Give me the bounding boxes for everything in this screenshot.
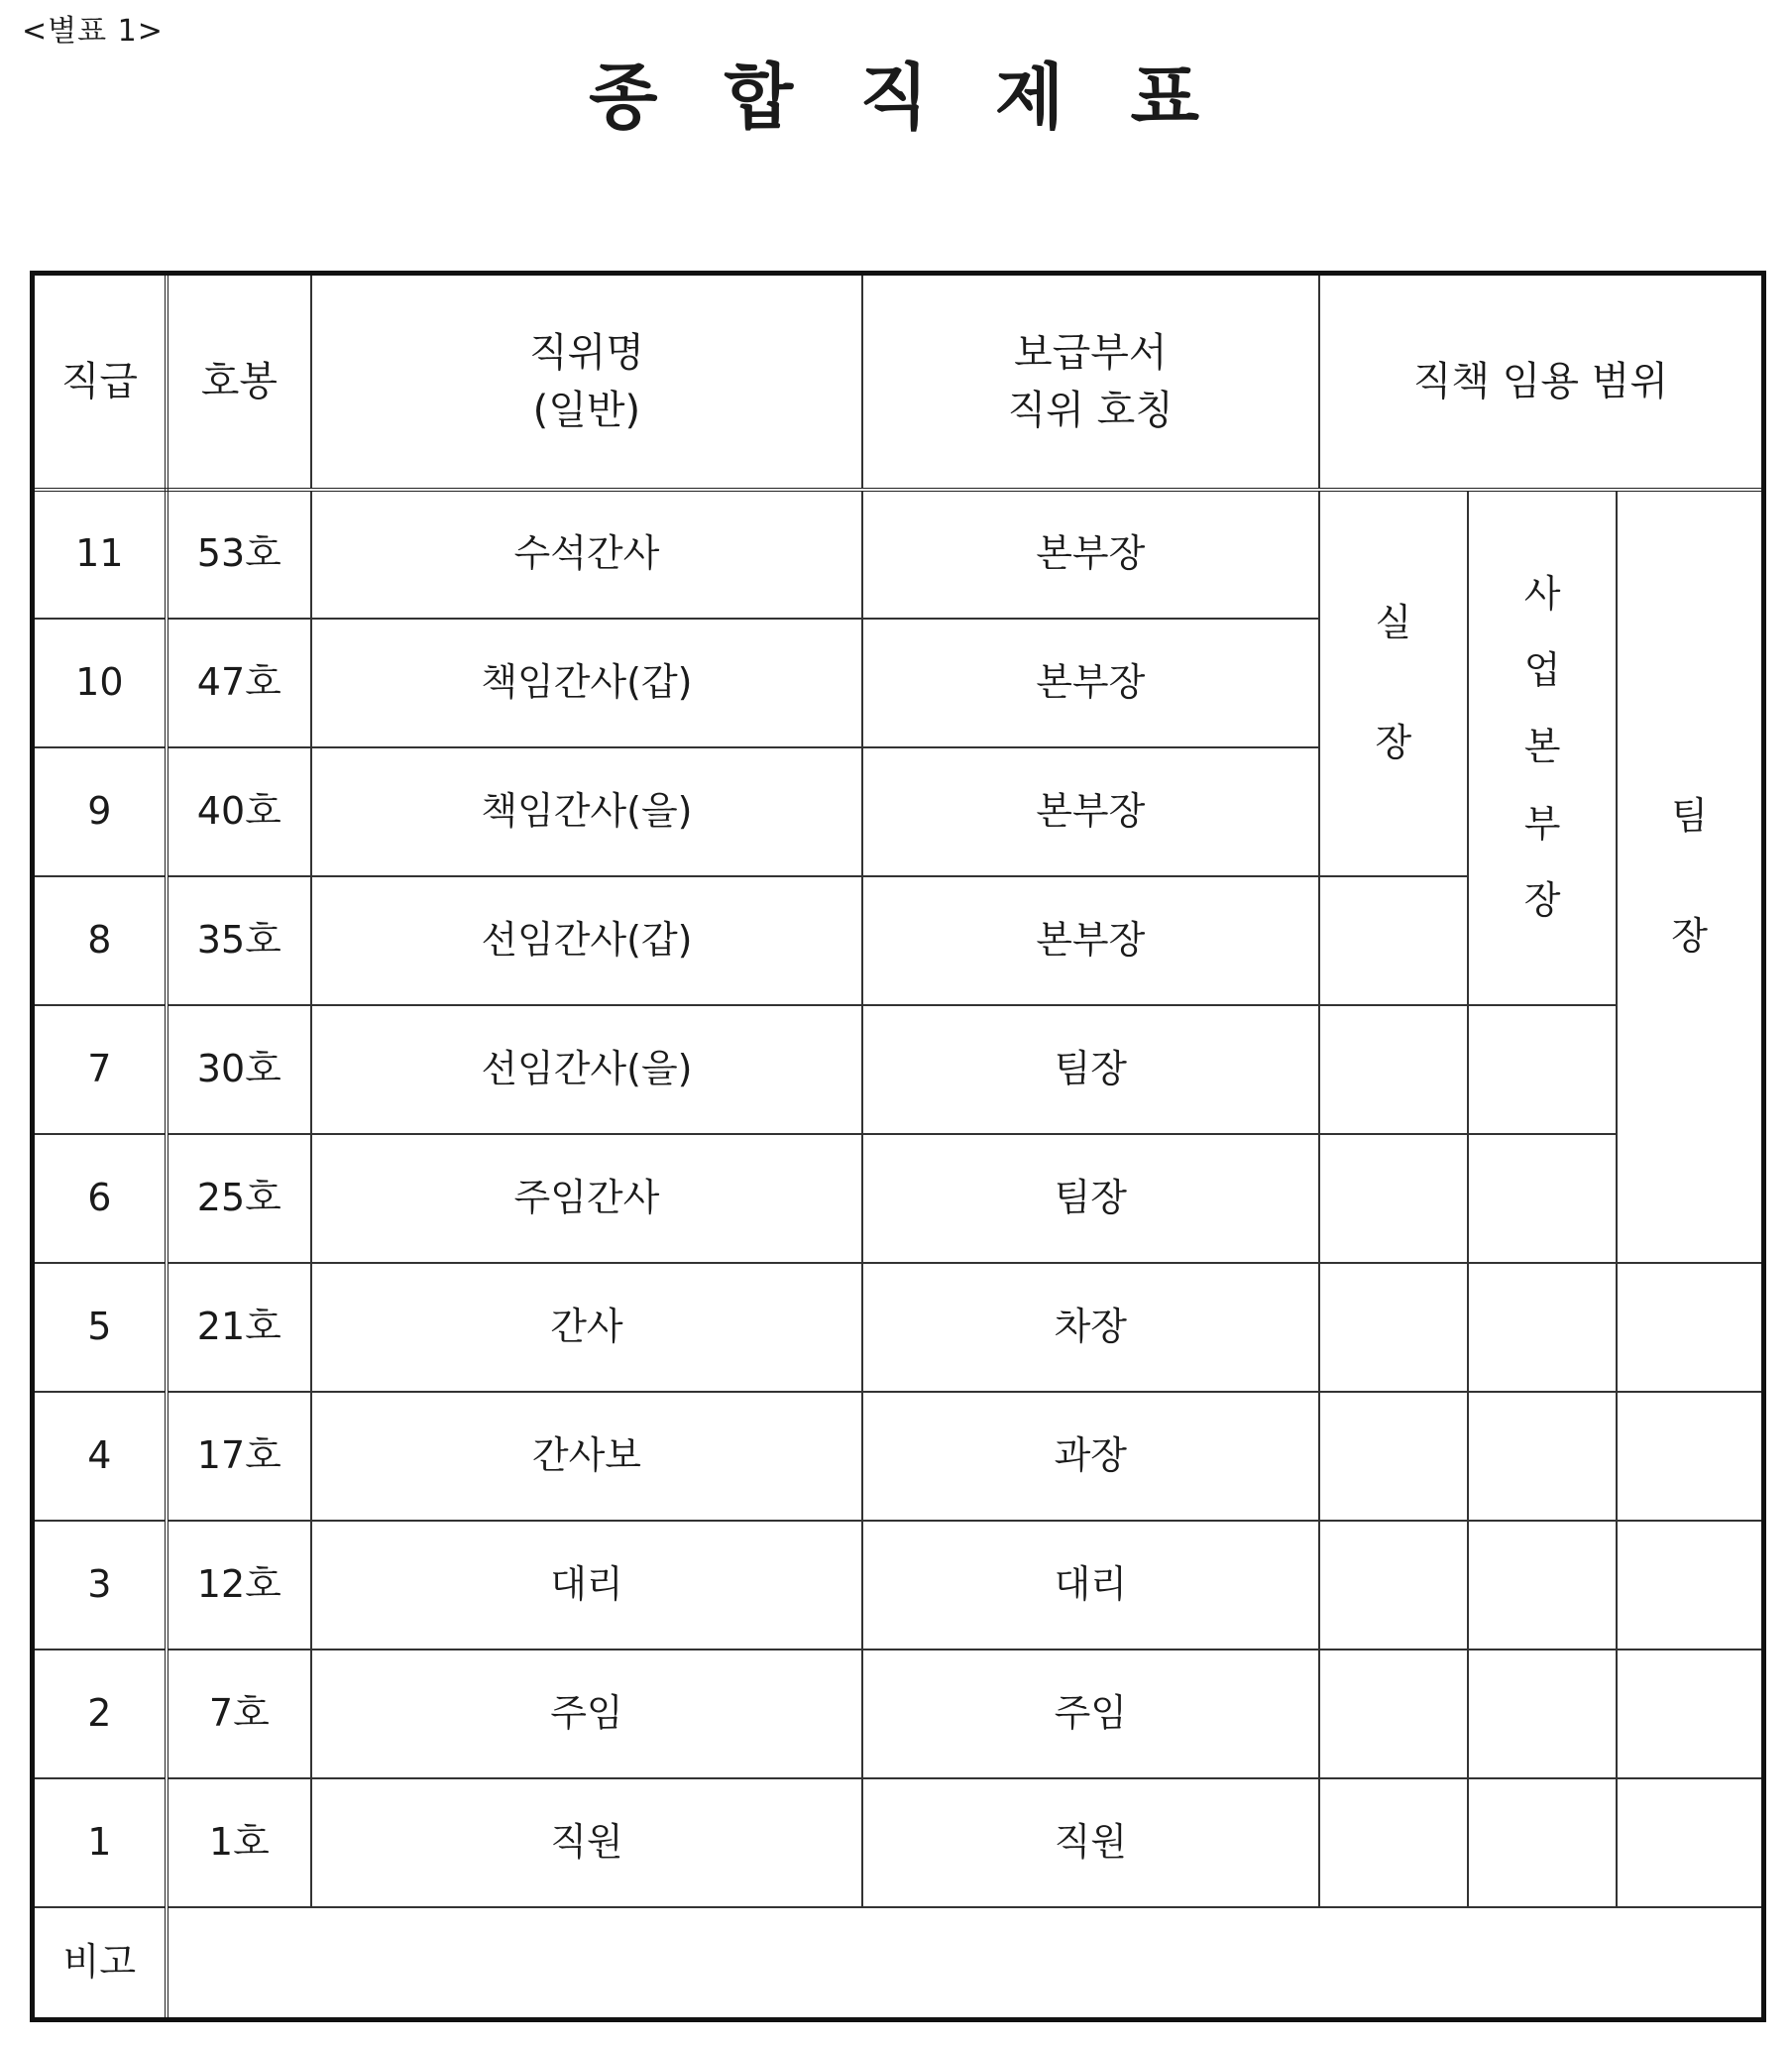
scope-empty-cell [1468, 1392, 1617, 1521]
scope-empty-cell [1319, 1650, 1468, 1778]
grade-cell: 10 [33, 619, 167, 747]
title-cell: 차장 [862, 1263, 1319, 1392]
grade-cell: 8 [33, 876, 167, 1005]
grade-cell: 7 [33, 1005, 167, 1134]
table-row [33, 1134, 1764, 1263]
step-cell: 1호 [167, 1778, 311, 1907]
scope-empty-cell [1468, 1134, 1617, 1263]
organization-table [30, 271, 1766, 2022]
header-step: 호봉 [167, 274, 311, 490]
scope-empty-cell [1319, 1134, 1468, 1263]
scope-team-leader [1617, 490, 1763, 1263]
table-row [33, 1263, 1764, 1392]
title-cell: 팀장 [862, 1134, 1319, 1263]
table-row [33, 490, 1764, 619]
scope-empty-cell [1468, 1005, 1617, 1134]
scope-empty-cell [1319, 1263, 1468, 1392]
scope-char: 사 [1523, 572, 1561, 617]
step-cell: 7호 [167, 1650, 311, 1778]
scope-empty-cell [1617, 1521, 1763, 1650]
table-row [33, 1521, 1764, 1650]
step-cell: 30호 [167, 1005, 311, 1134]
header-position-line2: (일반) [532, 387, 641, 433]
title-cell: 대리 [862, 1521, 1319, 1650]
title-cell: 과장 [862, 1392, 1319, 1521]
position-cell: 선임간사(갑) [311, 876, 862, 1005]
step-cell: 12호 [167, 1521, 311, 1650]
grade-cell: 2 [33, 1650, 167, 1778]
title-cell: 팀장 [862, 1005, 1319, 1134]
position-cell: 선임간사(을) [311, 1005, 862, 1134]
step-cell: 21호 [167, 1263, 311, 1392]
position-cell: 책임간사(갑) [311, 619, 862, 747]
scope-empty-cell [1468, 1650, 1617, 1778]
grade-cell: 3 [33, 1521, 167, 1650]
scope-empty-cell [1319, 1005, 1468, 1134]
header-secretariat-line1: 보급부서 [1014, 329, 1168, 376]
scope-division-head [1468, 490, 1617, 1005]
step-cell: 35호 [167, 876, 311, 1005]
title-cell: 본부장 [862, 619, 1319, 747]
grade-cell: 11 [33, 490, 167, 619]
scope-empty-cell [1468, 1521, 1617, 1650]
scope-empty-cell [1319, 1778, 1468, 1907]
title-cell: 주임 [862, 1650, 1319, 1778]
scope-empty-cell [1319, 1392, 1468, 1521]
scope-empty-cell [1319, 876, 1468, 1005]
grade-cell: 1 [33, 1778, 167, 1907]
scope-empty-cell [1617, 1778, 1763, 1907]
position-cell: 간사보 [311, 1392, 862, 1521]
position-cell: 대리 [311, 1521, 862, 1650]
scope-char: 팀 [1671, 793, 1708, 838]
header-position-general [311, 274, 862, 490]
step-cell: 53호 [167, 490, 311, 619]
remarks-value [167, 1907, 1764, 2020]
scope-empty-cell [1617, 1263, 1763, 1392]
scope-empty-cell [1617, 1392, 1763, 1521]
header-position-line1: 직위명 [528, 329, 644, 376]
step-cell: 17호 [167, 1392, 311, 1521]
scope-empty-cell [1468, 1778, 1617, 1907]
grade-cell: 6 [33, 1134, 167, 1263]
title-cell: 본부장 [862, 876, 1319, 1005]
header-grade: 직급 [33, 274, 167, 490]
scope-empty-cell [1617, 1650, 1763, 1778]
remarks-row [33, 1907, 1764, 2020]
scope-char: 장 [1375, 721, 1412, 764]
remarks-label: 비고 [33, 1907, 167, 2020]
table-row [33, 1005, 1764, 1134]
grade-cell: 4 [33, 1392, 167, 1521]
header-secretariat-title [862, 274, 1319, 490]
step-cell: 47호 [167, 619, 311, 747]
scope-char: 본 [1523, 725, 1561, 769]
scope-char: 장 [1671, 914, 1708, 958]
position-cell: 주임 [311, 1650, 862, 1778]
position-cell: 직원 [311, 1778, 862, 1907]
header-appointment-scope: 직책 임용 범위 [1319, 274, 1764, 490]
step-cell: 40호 [167, 747, 311, 876]
title-cell: 본부장 [862, 747, 1319, 876]
scope-empty-cell [1319, 1521, 1468, 1650]
position-cell: 주임간사 [311, 1134, 862, 1263]
scope-char: 부 [1523, 801, 1561, 846]
position-cell: 수석간사 [311, 490, 862, 619]
attachment-label: <별표 1> [22, 14, 164, 49]
title-cell: 직원 [862, 1778, 1319, 1907]
scope-char: 업 [1523, 648, 1561, 693]
header-row [33, 274, 1764, 490]
grade-cell: 9 [33, 747, 167, 876]
step-cell: 25호 [167, 1134, 311, 1263]
table-row [33, 1778, 1764, 1907]
table-row [33, 1392, 1764, 1521]
table-row [33, 1650, 1764, 1778]
scope-empty-cell [1468, 1263, 1617, 1392]
title-cell: 본부장 [862, 490, 1319, 619]
grade-cell: 5 [33, 1263, 167, 1392]
position-cell: 책임간사(을) [311, 747, 862, 876]
position-cell: 간사 [311, 1263, 862, 1392]
scope-char: 실 [1375, 600, 1412, 644]
scope-office-head [1319, 490, 1468, 876]
document-title: 종 합 직 제 표 [588, 56, 1204, 139]
scope-char: 장 [1523, 877, 1561, 922]
header-secretariat-line2: 직위 호칭 [1007, 387, 1174, 433]
